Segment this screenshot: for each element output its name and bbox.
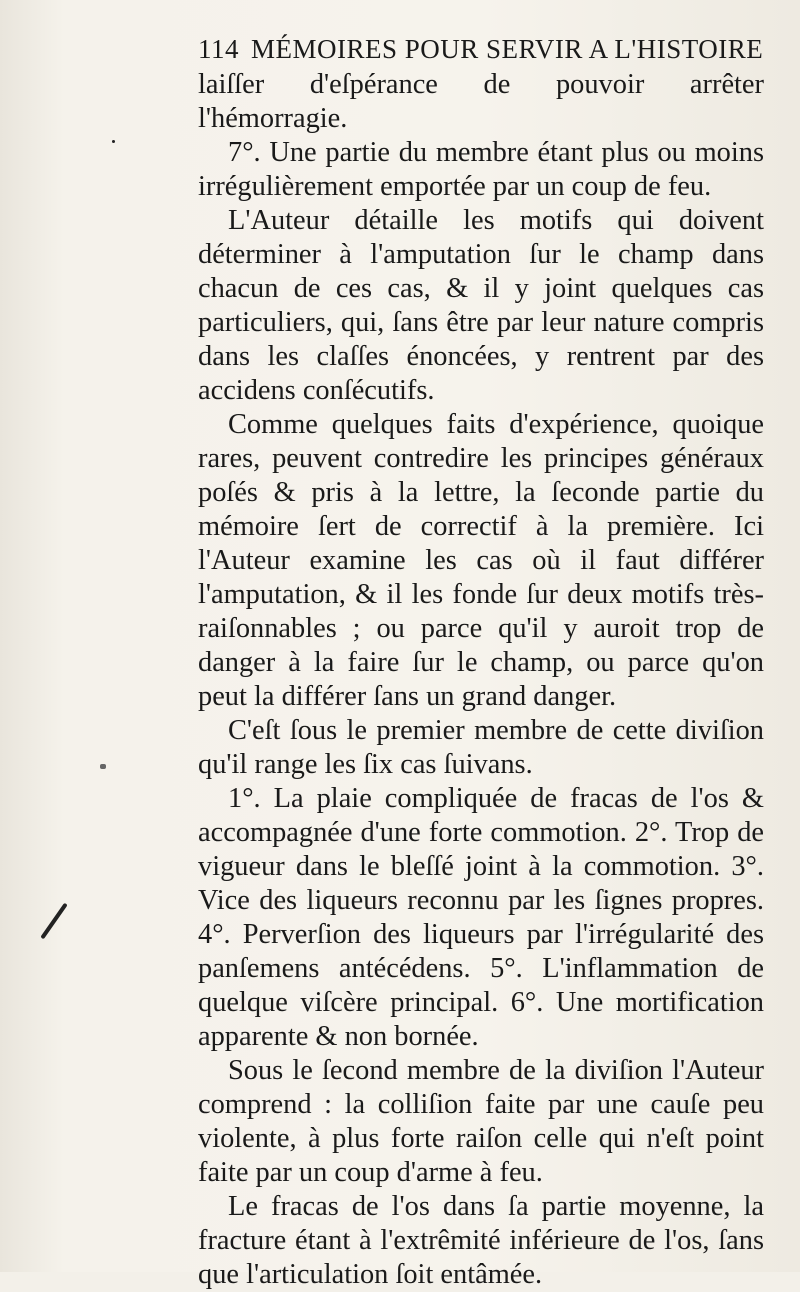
ink-mark: [40, 903, 67, 940]
paragraph-continuation: laiſſer d'eſpérance de pouvoir arrêter l'hémorragie.: [198, 69, 764, 134]
ink-dot: [100, 764, 106, 769]
running-header: [198, 34, 798, 65]
paragraph-item-7: 7°. Une partie du membre étant plus ou moins irrégulièrement emportée par un coup de feu.: [198, 137, 764, 202]
running-title: MÉMOIRES POUR SERVIR A L'HISTOIRE: [251, 34, 764, 64]
paragraph-first-division: C'eſt ſous le premier membre de cette diviſion qu'il range les ſix cas ſuivans.: [198, 715, 764, 780]
paragraph-second-part: Comme quelques faits d'expérience, quoique rares, peuvent contredire les principes généraux poſés & pris à la lettre, la ſeconde partie du mémoire ſert de correctif à la première. Ici l'Auteur examine les cas où il faut différer l'amputation, & il les fonde ſur deux motifs très-raiſonnables ; ou parce qu'il y auroit trop de danger à la faire ſur le champ, ou parce qu'on peut la différer ſans un grand danger.: [198, 409, 764, 712]
paragraph-second-division: Sous le ſecond membre de la diviſion l'Auteur comprend : la colliſion faite par une cauſe peu violente, à plus forte raiſon celle qui n'eſt point faite par un coup d'arme à feu.: [198, 1055, 764, 1188]
body-text: [198, 68, 764, 1292]
ink-dot: [112, 140, 115, 143]
paragraph-fracas: Le fracas de l'os dans ſa partie moyenne, la fracture étant à l'extrêmité inférieure de l'os, ſans que l'articulation ſoit entâmée.: [198, 1191, 764, 1290]
paragraph-motifs: L'Auteur détaille les motifs qui doivent déterminer à l'amputation ſur le champ dans chacun de ces cas, & il y joint quelques cas particuliers, qui, ſans être par leur nature compris dans les claſſes énoncées, y rentrent par des accidens conſécutifs.: [198, 205, 764, 406]
paragraph-six-cases: 1°. La plaie compliquée de fracas de l'os & accompagnée d'une forte commotion. 2°. Trop de vigueur dans le bleſſé joint à la commotion. 3°. Vice des liqueurs reconnu par les ſignes propres. 4°. Perverſion des liqueurs par l'irrégularité des panſemens antécédens. 5°. L'inflammation de quelque viſcère principal. 6°. Une mortification apparente & non bornée.: [198, 783, 764, 1052]
page-number: 114: [198, 34, 239, 64]
